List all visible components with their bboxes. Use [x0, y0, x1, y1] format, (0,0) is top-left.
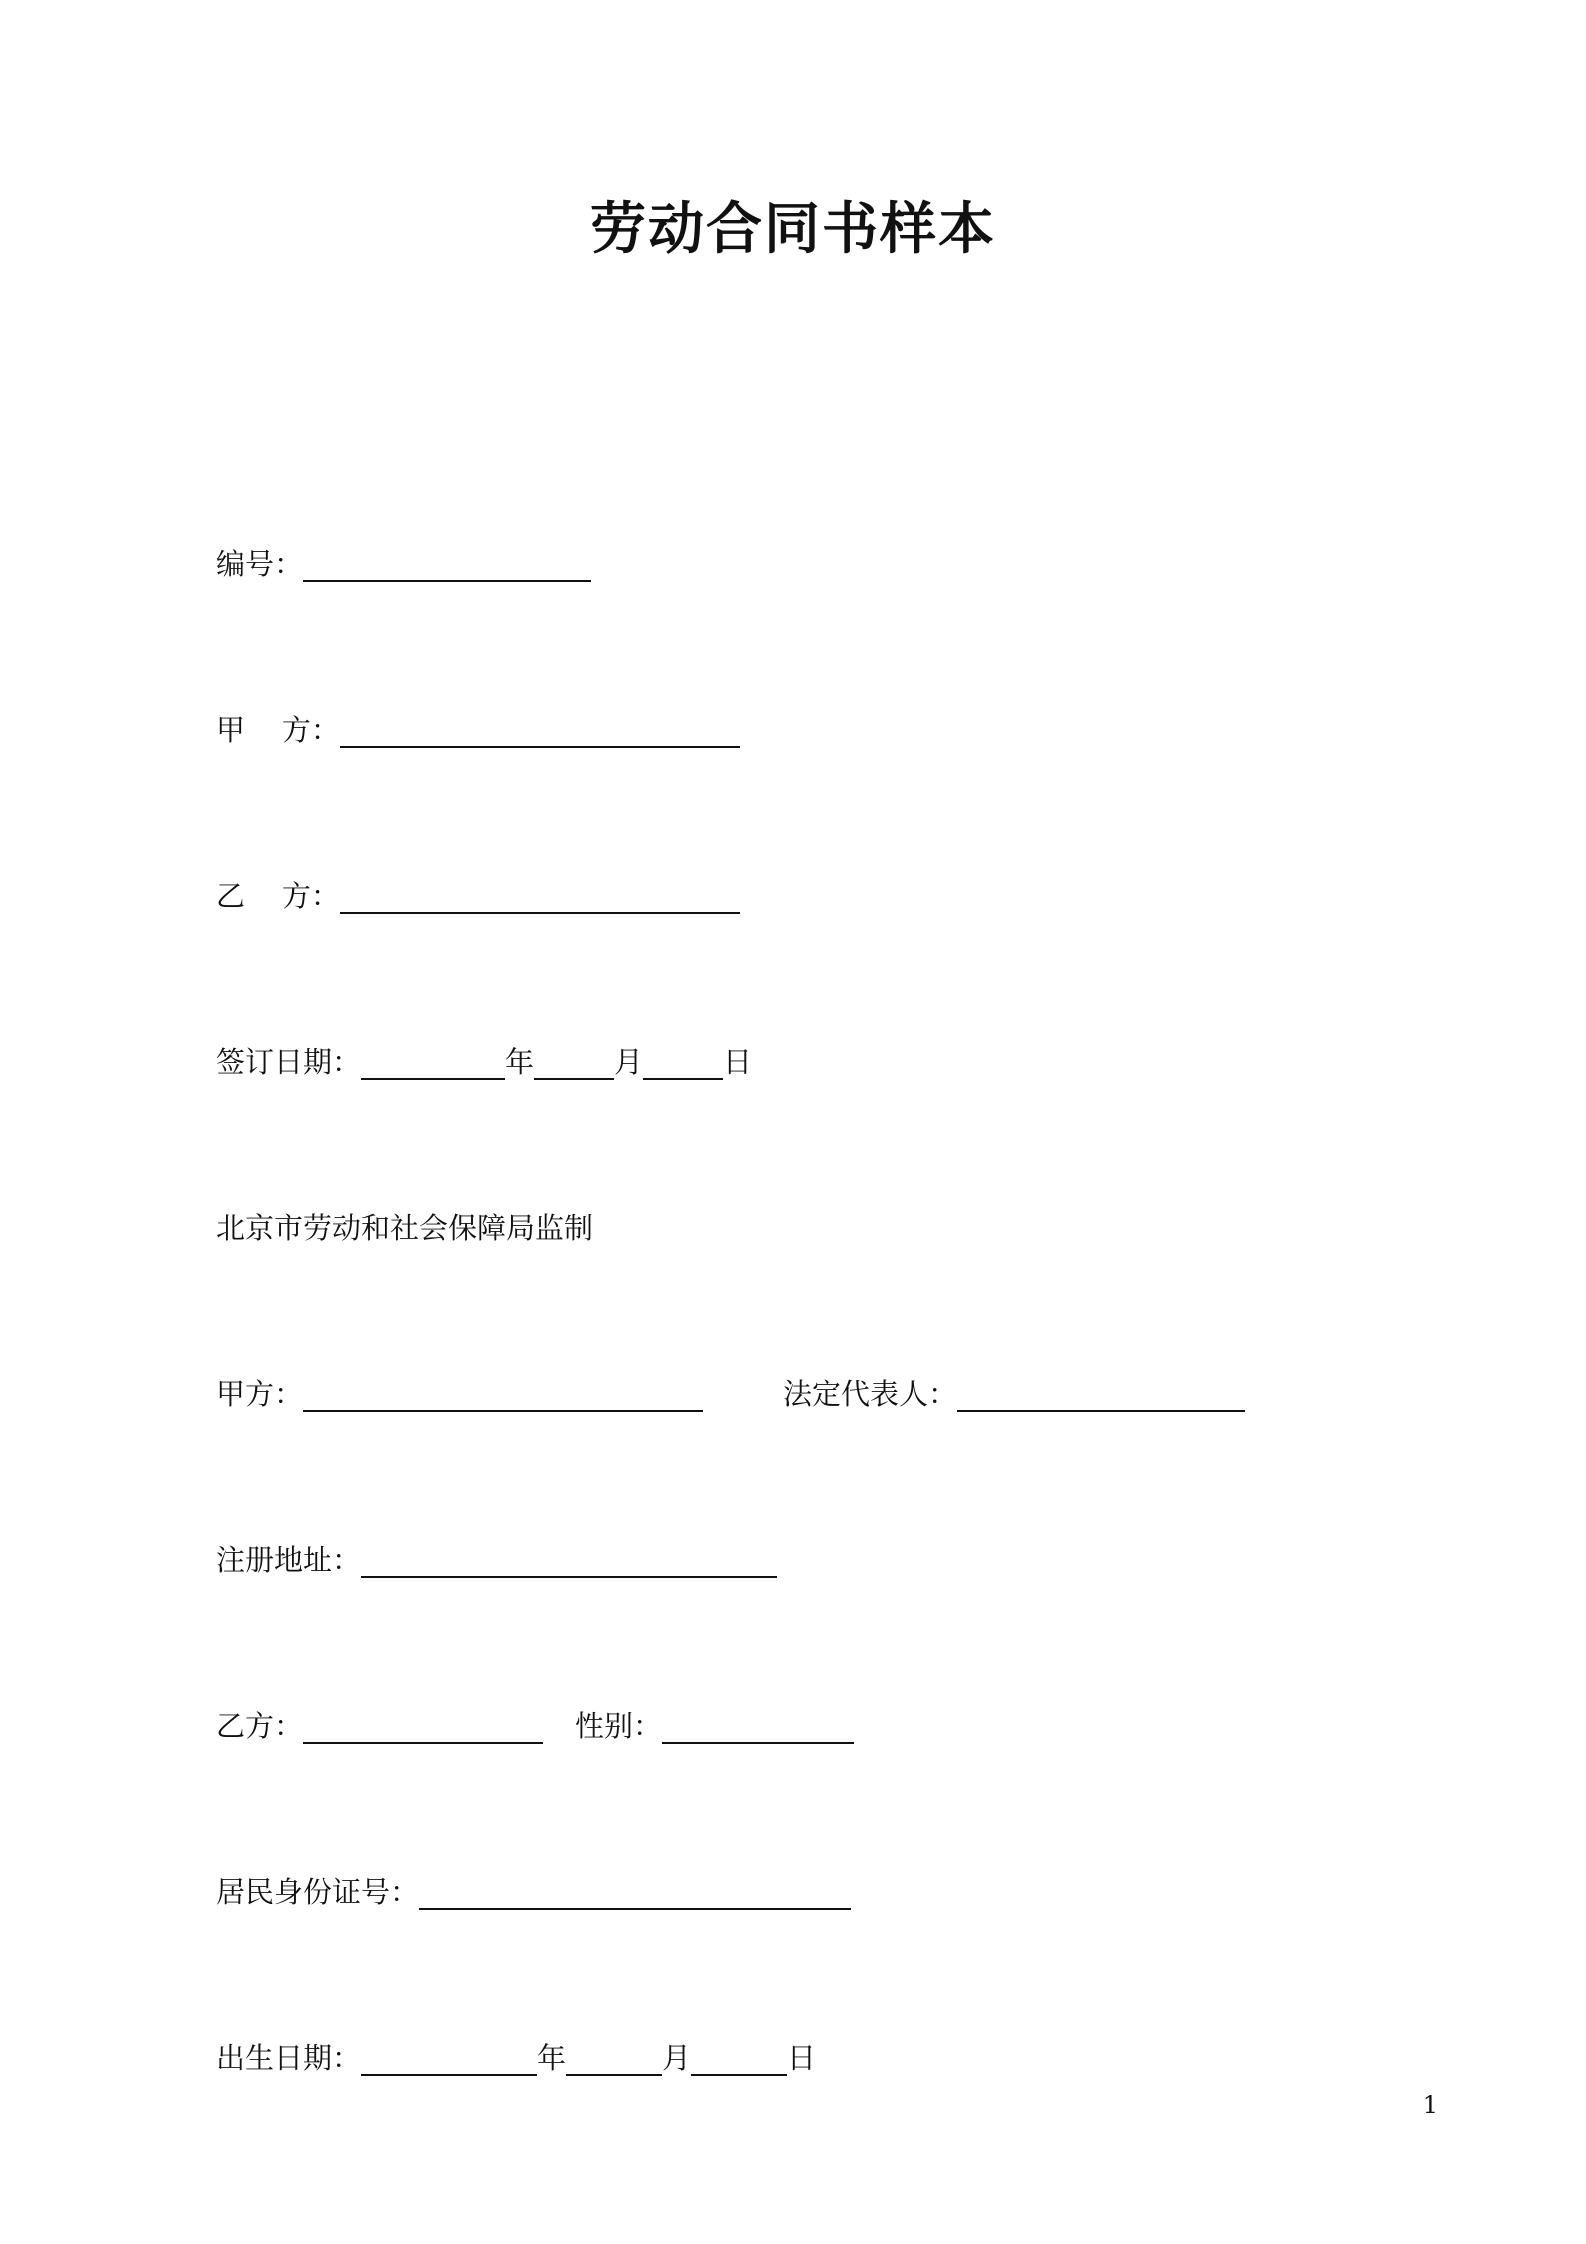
id-number-label: 居民身份证号：: [216, 1875, 420, 1909]
birth-day-blank[interactable]: [691, 2036, 787, 2076]
party-a-label: 甲 方：: [216, 713, 340, 747]
birth-year-blank[interactable]: [361, 2036, 537, 2076]
reg-address-blank[interactable]: [361, 1538, 777, 1578]
birth-month-blank[interactable]: [566, 2036, 662, 2076]
birth-month-unit: 月: [662, 2041, 692, 2075]
party-b-label: 乙 方：: [216, 879, 340, 913]
sign-day-blank[interactable]: [643, 1040, 723, 1080]
birth-date-row: [216, 2034, 816, 2078]
reg-address-label: 注册地址：: [216, 1543, 362, 1577]
party-b-row: [216, 872, 740, 916]
employee-blank[interactable]: [303, 1704, 543, 1744]
number-label: 编号：: [216, 547, 304, 581]
page-number: 1: [1422, 2091, 1438, 2119]
sign-month-unit: 月: [614, 1045, 644, 1079]
sign-year-blank[interactable]: [361, 1040, 505, 1080]
sign-day-unit: 日: [723, 1045, 753, 1079]
reg-address-row: [216, 1536, 777, 1580]
sign-year-unit: 年: [505, 1045, 535, 1079]
gender-blank[interactable]: [662, 1704, 854, 1744]
employer-blank[interactable]: [303, 1372, 703, 1412]
issuer-text: 北京市劳动和社会保障局监制: [216, 1211, 594, 1245]
employee-label: 乙方：: [216, 1709, 304, 1743]
employer-row: [216, 1370, 1245, 1414]
number-row: [216, 540, 591, 584]
legal-rep-blank[interactable]: [957, 1372, 1245, 1412]
sign-date-label: 签订日期：: [216, 1045, 362, 1079]
number-blank[interactable]: [303, 542, 591, 582]
legal-rep-label: 法定代表人：: [783, 1377, 958, 1411]
issuer-row: [216, 1204, 593, 1248]
employee-row: [216, 1702, 854, 1746]
employer-label: 甲方：: [216, 1377, 304, 1411]
id-number-row: [216, 1868, 851, 1912]
birth-date-label: 出生日期：: [216, 2041, 362, 2075]
gender-label: 性别：: [575, 1709, 663, 1743]
birth-year-unit: 年: [537, 2041, 567, 2075]
document-title: 劳动合同书样本: [590, 197, 996, 262]
party-a-blank[interactable]: [340, 708, 740, 748]
sign-month-blank[interactable]: [534, 1040, 614, 1080]
sign-date-row: [216, 1038, 752, 1082]
party-a-row: [216, 706, 740, 750]
birth-day-unit: 日: [787, 2041, 817, 2075]
party-b-blank[interactable]: [340, 874, 740, 914]
id-number-blank[interactable]: [419, 1870, 851, 1910]
